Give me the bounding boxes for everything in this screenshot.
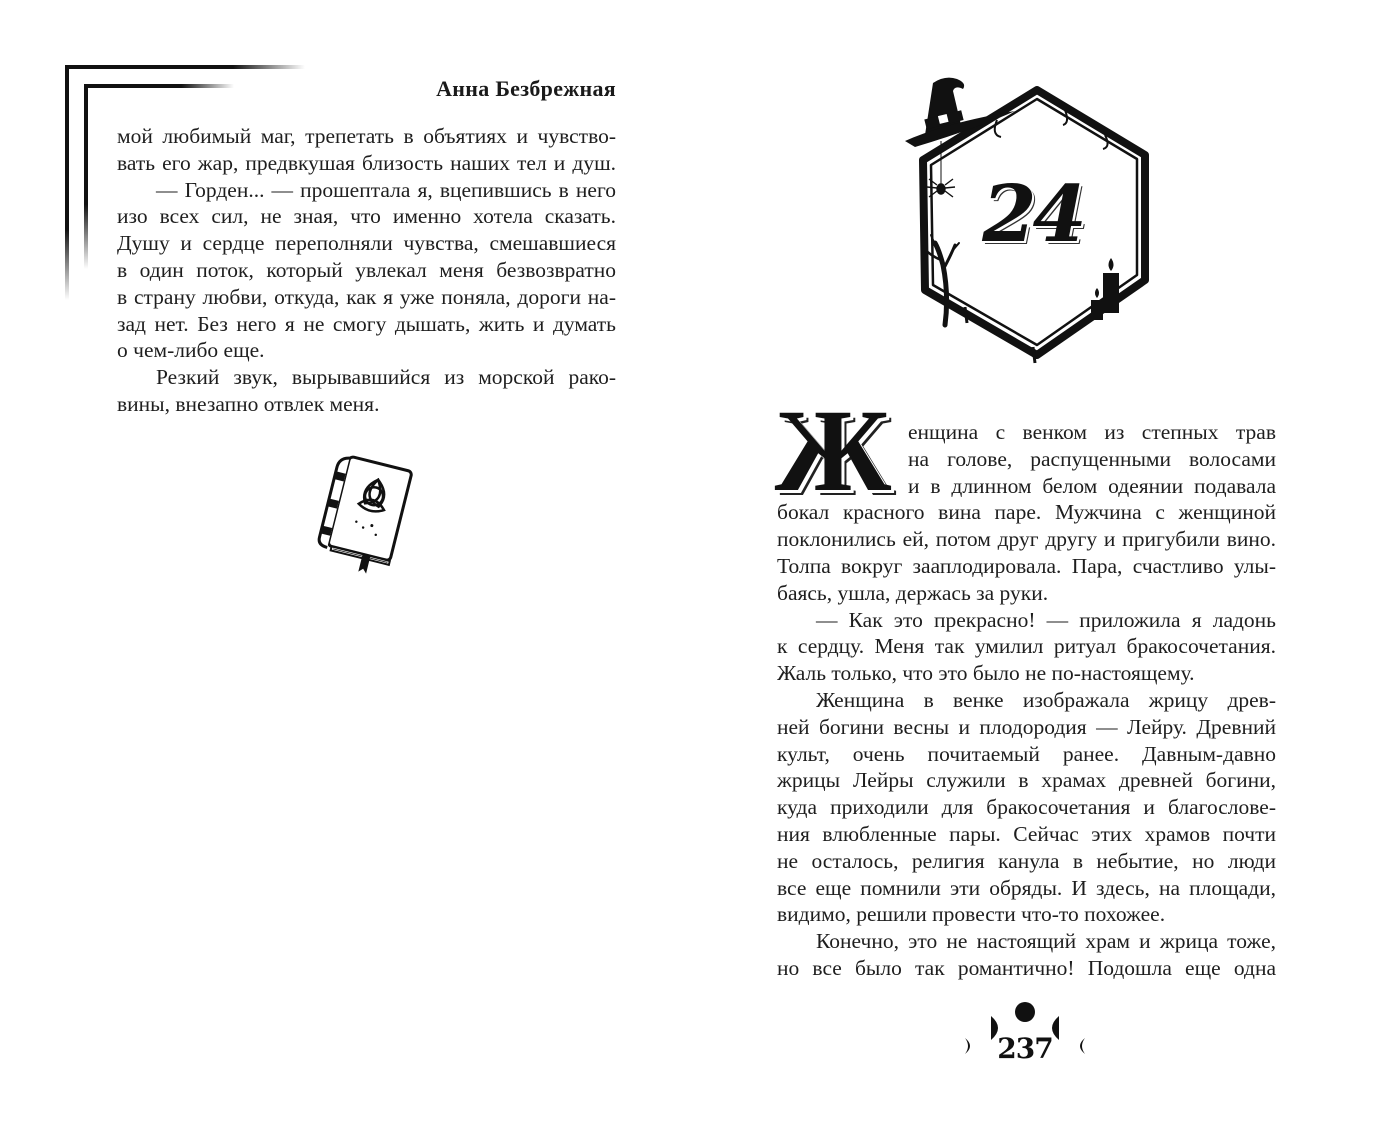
text-line: Женщина в венке изображала жрицу древ- — [816, 687, 1276, 712]
text-line: — Как это прекрасно! — приложила я ладонь — [816, 607, 1276, 632]
text-line: в один поток, который увлекал меня безвозвратно — [117, 257, 616, 282]
right-page-body-text — [777, 419, 1276, 982]
text-line: о чем-либо еще. — [117, 338, 265, 363]
drop-cap-initial: Ж — [774, 385, 892, 516]
text-line: Душу и сердце переполняли чувства, смешавшиеся — [117, 231, 616, 256]
text-line: культ, очень почитаемый ранее. Давным-давно — [777, 741, 1276, 766]
text-line: Толпа вокруг зааплодировала. Пара, счастливо улы- — [777, 553, 1276, 578]
text-line: жрицы Лейры служили в храмах древней богини, — [777, 768, 1276, 793]
text-line: поклонились ей, потом друг другу и пригубили вино. — [777, 527, 1276, 552]
text-line: Жаль только, что это было не по-настоящему. — [777, 661, 1195, 686]
text-line: к сердцу. Меня так умилил ритуал бракосочетания. — [777, 634, 1276, 659]
corner-frame-outer-top — [65, 65, 305, 69]
text-line: зад нет. Без него я не смогу дышать, жить и думать — [117, 311, 616, 336]
text-line: видимо, решили провести что-то похожее. — [777, 902, 1166, 927]
text-line: — Горден... — прошептала я, вцепившись в него — [156, 177, 616, 202]
text-line: но все было так романтично! Подошла еще одна — [777, 955, 1276, 980]
text-line: енщина с венком из степных трав — [908, 420, 1276, 444]
text-line: и в длинном белом одеянии подавала — [908, 473, 1276, 498]
corner-frame-outer-left — [65, 65, 69, 300]
page-number: 237 — [997, 1032, 1053, 1065]
text-line: изо всех сил, не зная, что именно хотела сказать. — [117, 204, 616, 229]
text-line: мой любимый маг, трепетать в объятиях и чувство- — [117, 124, 616, 148]
text-line: бокал красного вина паре. Мужчина с женщиной — [777, 500, 1276, 525]
text-line: не осталось, религия канула в небытие, но люди — [777, 848, 1276, 873]
chapter-number: 24 — [982, 169, 1083, 260]
corner-frame-inner-top — [84, 84, 234, 88]
text-line: Конечно, это не настоящий храм и жрица тоже, — [816, 929, 1276, 954]
spell-book-icon — [315, 450, 420, 575]
corner-frame-inner-left — [84, 84, 88, 269]
text-line: ния влюбленные пары. Сейчас этих храмов почти — [777, 821, 1276, 846]
left-page-body-text — [117, 123, 616, 418]
text-line: Резкий звук, вырывавшийся из морской рако- — [156, 365, 616, 390]
text-line: вины, внезапно отвлек меня. — [117, 391, 380, 416]
text-line: вать его жар, предвкушая близость наших тел и душ. — [117, 150, 616, 175]
text-line: ней богини весны и плодородия — Лейру. Древний — [777, 714, 1276, 739]
text-line: на голове, распущенными волосами — [908, 446, 1276, 471]
running-head-author: Анна Безбрежная — [436, 76, 616, 101]
text-line: все еще помнили эти обряды. И здесь, на площади, — [777, 875, 1276, 900]
text-line: баясь, ушла, держась за руки. — [777, 580, 1049, 605]
text-line: куда приходили для бракосочетания и благослове- — [777, 795, 1276, 820]
text-line: в страну любви, откуда, как я уже поняла, дороги на- — [117, 284, 616, 309]
